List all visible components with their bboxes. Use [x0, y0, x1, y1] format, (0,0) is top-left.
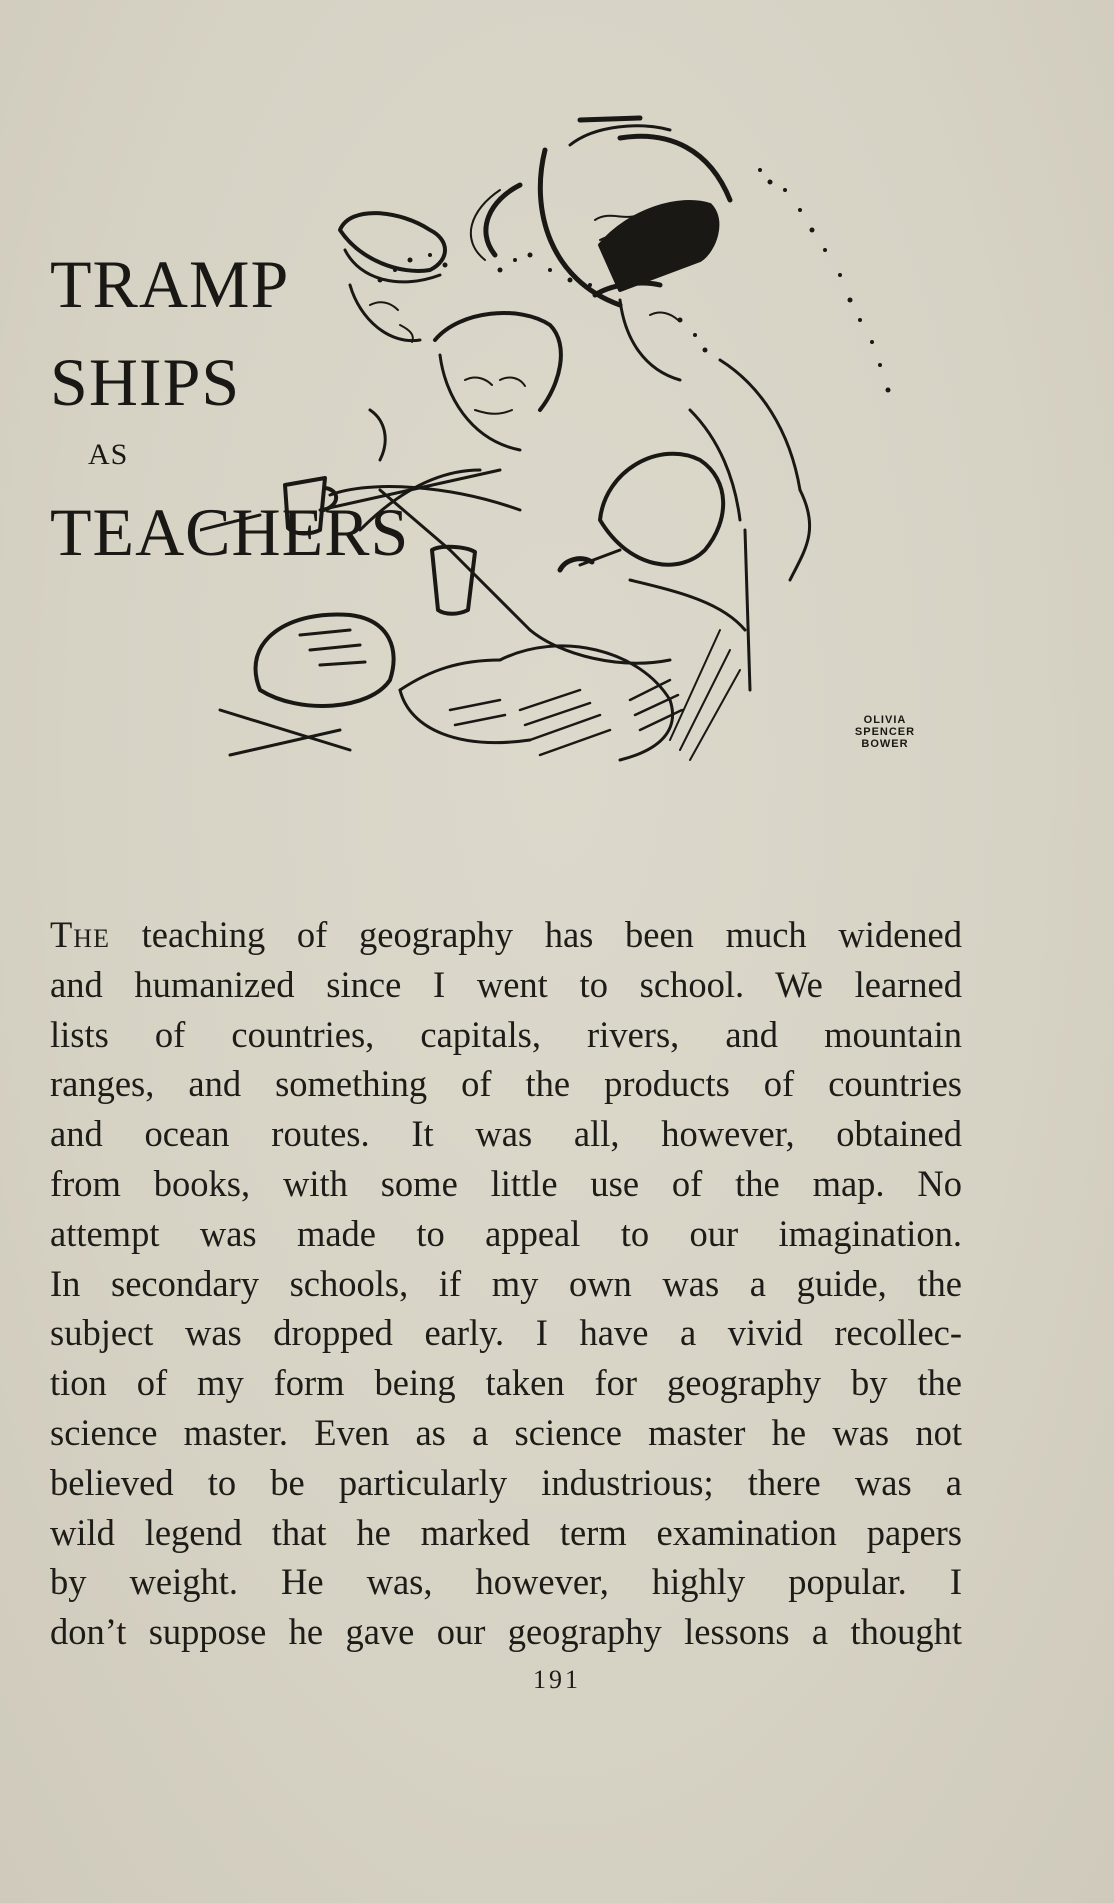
glass-drawing — [432, 547, 475, 614]
text-line: and ocean routes. It was all, however, obtained — [50, 1113, 962, 1155]
mug-drawing — [285, 478, 336, 534]
left-sailor-drawing — [340, 213, 445, 342]
signature-line-3: BOWER — [861, 738, 909, 750]
cap-on-table-drawing — [220, 614, 394, 755]
page-number: 191 — [533, 1665, 581, 1694]
bald-man-drawing — [560, 454, 745, 630]
text-line: tion of my form being taken for geography by the — [50, 1362, 962, 1404]
text-line: The teaching of geography has been much widened — [50, 914, 962, 955]
text-line: lists of countries, capitals, rivers, and mountain — [50, 1013, 962, 1055]
title-line-2: SHIPS — [50, 344, 241, 420]
signature-line-1: OLIVIA — [863, 714, 907, 726]
opening-word: The — [50, 914, 110, 955]
right-sailor-drawing — [595, 202, 810, 580]
text-line: science master. Even as a science master he was not — [50, 1411, 962, 1453]
text-line: believed to be particularly industrious; there was a — [50, 1461, 962, 1503]
illustrator-signature — [840, 714, 930, 750]
text-line: wild legend that he marked term examination papers — [50, 1511, 962, 1553]
text-line: from books, with some little use of the map. No — [50, 1162, 962, 1204]
text-line: attempt was made to appeal to our imagination. — [50, 1212, 962, 1254]
signature-line-2: SPENCER — [854, 726, 916, 738]
body-hatching-drawing — [400, 530, 750, 760]
text-line: and humanized since I went to school. We learned — [50, 963, 962, 1005]
text-line: subject was dropped early. I have a vivid recollec- — [50, 1312, 962, 1354]
text-line: ranges, and something of the products of countries — [50, 1063, 962, 1105]
title-line-3: AS — [88, 438, 129, 471]
text-line: by weight. He was, however, highly popular. I — [50, 1561, 962, 1603]
text-line: In secondary schools, if my own was a guide, the — [50, 1262, 962, 1304]
title-line-4: TEACHERS — [50, 494, 410, 570]
body-paragraph — [50, 910, 962, 1657]
text-line: don’t suppose he gave our geography lessons a thought — [50, 1611, 962, 1653]
title-line-1: TRAMP — [50, 246, 290, 322]
